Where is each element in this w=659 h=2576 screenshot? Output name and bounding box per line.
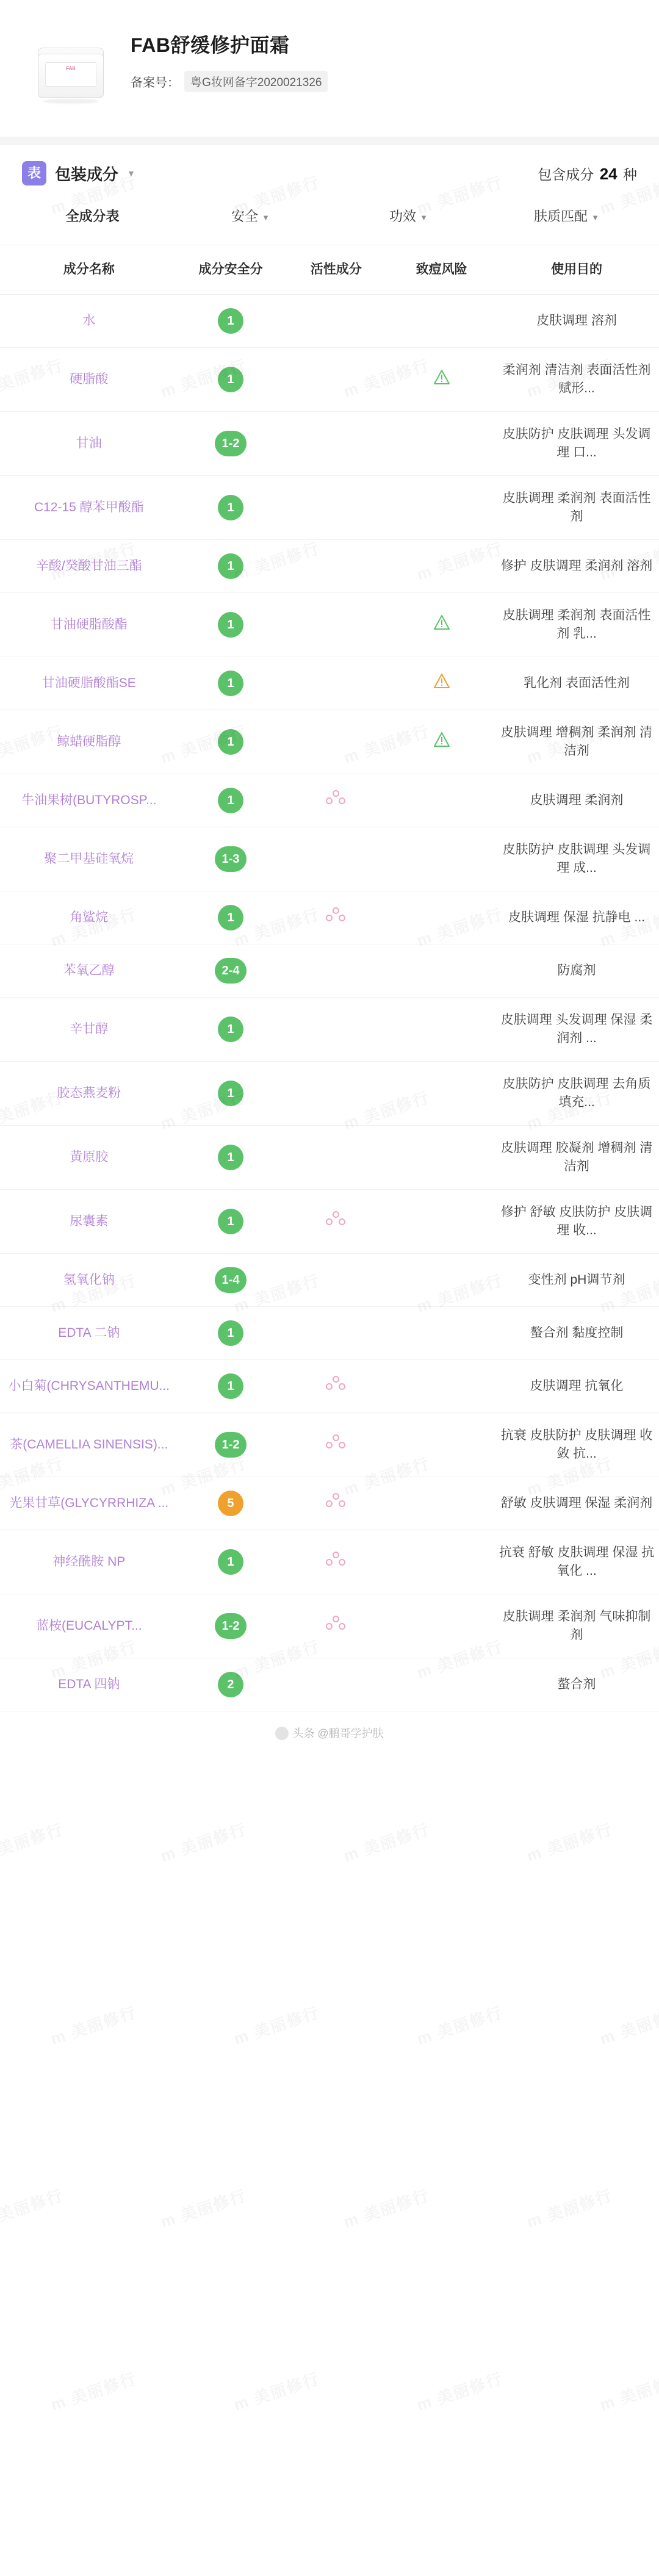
ingredient-safety-score-cell xyxy=(178,1477,284,1530)
ingredient-name[interactable]: 尿囊素 xyxy=(0,1190,178,1254)
acne-risk-cell xyxy=(389,1477,494,1530)
active-ingredient-cell xyxy=(283,1307,389,1360)
ingredient-safety-score-cell xyxy=(178,1530,284,1594)
filter-safety[interactable] xyxy=(171,200,330,231)
ingredient-safety-score-cell xyxy=(178,593,284,657)
table-row[interactable] xyxy=(0,1360,659,1413)
active-ingredient-cell xyxy=(283,593,389,657)
ingredient-safety-score-cell xyxy=(178,1307,284,1360)
table-icon: 表 xyxy=(22,161,46,185)
watermark-text xyxy=(157,2183,250,2232)
ingredient-name[interactable]: 胶态燕麦粉 xyxy=(0,1062,178,1126)
table-header-row xyxy=(0,245,659,295)
watermark-text xyxy=(0,1817,66,1866)
record-label: 备案号： xyxy=(131,76,179,90)
acne-risk-cell xyxy=(389,1126,494,1190)
ingredient-name[interactable]: 蓝桉(EUCALYPT... xyxy=(0,1594,178,1658)
chevron-down-icon-efficacy: ▼ xyxy=(420,212,428,222)
ingredient-purpose: 皮肤调理 保湿 抗静电 ... xyxy=(494,891,659,944)
active-ingredient-cell xyxy=(283,1530,389,1594)
ingredient-name[interactable]: 角鲨烷 xyxy=(0,891,178,944)
filter-skin-match[interactable] xyxy=(488,200,646,231)
ingredient-purpose: 螯合剂 xyxy=(494,1658,659,1711)
acne-risk-cell xyxy=(389,540,494,593)
section-title: 包装成分 xyxy=(55,165,119,184)
watermark-text xyxy=(414,2000,506,2049)
watermark-text xyxy=(48,2366,140,2415)
safety-score-badge: 1-2 xyxy=(215,1613,247,1639)
active-ingredient-cell xyxy=(283,944,389,998)
ingredient-name[interactable]: 聚二甲基硅氧烷 xyxy=(0,827,178,891)
active-ingredient-cell xyxy=(283,657,389,710)
active-ingredient-cell xyxy=(283,1594,389,1658)
ingredient-name[interactable]: 甘油硬脂酸酯 xyxy=(0,593,178,657)
acne-risk-cell xyxy=(389,1413,494,1477)
section-divider xyxy=(0,137,659,145)
ingredient-count xyxy=(538,164,637,184)
safety-score-badge: 1-2 xyxy=(215,431,247,456)
acne-risk-cell xyxy=(389,998,494,1062)
ingredient-safety-score-cell xyxy=(178,295,284,348)
active-ingredient-cell xyxy=(283,412,389,476)
ingredient-name[interactable]: 辛甘醇 xyxy=(0,998,178,1062)
table-row[interactable] xyxy=(0,1594,659,1658)
acne-risk-cell xyxy=(389,593,494,657)
safety-score-badge: 1 xyxy=(218,308,243,334)
molecule-icon xyxy=(326,1552,347,1567)
ingredient-purpose: 皮肤调理 增稠剂 柔润剂 清洁剂 xyxy=(494,710,659,774)
filter-efficacy-label: 功效 xyxy=(389,209,417,224)
watermark-text xyxy=(231,2366,323,2415)
record-number-row xyxy=(131,71,328,92)
table-row[interactable] xyxy=(0,827,659,891)
table-row[interactable] xyxy=(0,1062,659,1126)
active-ingredient-cell xyxy=(283,1477,389,1530)
ingredient-safety-score-cell xyxy=(178,657,284,710)
table-row[interactable] xyxy=(0,476,659,540)
filter-row xyxy=(0,200,659,245)
filter-all-ingredients-label: 全成分表 xyxy=(65,209,120,224)
active-ingredient-cell xyxy=(283,348,389,412)
table-row[interactable] xyxy=(0,657,659,710)
safety-score-badge: 1 xyxy=(218,729,243,755)
acne-risk-cell xyxy=(389,1307,494,1360)
acne-risk-cell xyxy=(389,476,494,540)
safety-score-badge: 2 xyxy=(218,1672,243,1697)
ingredient-safety-score-cell xyxy=(178,1658,284,1711)
acne-risk-cell xyxy=(389,1360,494,1413)
safety-score-badge: 1 xyxy=(218,1081,243,1106)
active-ingredient-cell xyxy=(283,1360,389,1413)
safety-score-badge: 1 xyxy=(218,905,243,930)
ingredient-safety-score-cell xyxy=(178,1126,284,1190)
column-header-name: 成分名称 xyxy=(0,245,178,295)
molecule-icon xyxy=(326,1616,347,1632)
ingredient-purpose: 皮肤调理 抗氧化 xyxy=(494,1360,659,1413)
product-image xyxy=(24,24,116,116)
jar-shadow xyxy=(43,99,99,104)
molecule-icon xyxy=(326,1434,347,1450)
table-row[interactable] xyxy=(0,998,659,1062)
molecule-icon xyxy=(326,790,347,806)
filter-all-ingredients[interactable] xyxy=(13,200,171,231)
record-badge: 粤G妆网备字2020021326 xyxy=(184,71,328,92)
active-ingredient-cell xyxy=(283,476,389,540)
watermark-text xyxy=(157,1817,250,1866)
section-title-group[interactable] xyxy=(22,161,135,185)
safety-score-badge: 1 xyxy=(218,553,243,579)
ingredient-name[interactable]: EDTA 二钠 xyxy=(0,1307,178,1360)
safety-score-badge: 1 xyxy=(218,1549,243,1575)
table-row[interactable] xyxy=(0,1658,659,1711)
ingredient-safety-score-cell xyxy=(178,944,284,998)
acne-risk-cell xyxy=(389,348,494,412)
table-row[interactable] xyxy=(0,891,659,944)
table-row[interactable] xyxy=(0,774,659,827)
active-ingredient-cell xyxy=(283,1413,389,1477)
filter-efficacy[interactable] xyxy=(330,200,488,231)
molecule-icon xyxy=(326,1376,347,1392)
ingredient-purpose: 变性剂 pH调节剂 xyxy=(494,1254,659,1307)
column-header-active: 活性成分 xyxy=(283,245,389,295)
ingredient-purpose: 皮肤调理 柔润剂 表面活性剂 xyxy=(494,476,659,540)
active-ingredient-cell xyxy=(283,827,389,891)
safety-score-badge: 1 xyxy=(218,788,243,813)
acne-risk-cell xyxy=(389,1254,494,1307)
ingredient-purpose: 皮肤调理 柔润剂 表面活性剂 乳... xyxy=(494,593,659,657)
ingredient-safety-score-cell xyxy=(178,476,284,540)
ingredient-purpose: 螯合剂 黏度控制 xyxy=(494,1307,659,1360)
ingredient-purpose: 防腐剂 xyxy=(494,944,659,998)
safety-score-badge: 1-2 xyxy=(215,1432,247,1458)
ingredient-safety-score-cell xyxy=(178,774,284,827)
acne-risk-cell xyxy=(389,295,494,348)
ingredient-purpose: 皮肤调理 胶凝剂 增稠剂 清洁剂 xyxy=(494,1126,659,1190)
table-row[interactable] xyxy=(0,1413,659,1477)
chevron-down-icon-skin: ▼ xyxy=(591,212,599,222)
count-prefix: 包含成分 xyxy=(538,166,594,182)
acne-risk-cell xyxy=(389,774,494,827)
ingredient-name[interactable]: 茶(CAMELLIA SINENSIS)... xyxy=(0,1413,178,1477)
watermark-text xyxy=(340,2183,433,2232)
ingredients-table xyxy=(0,245,659,1711)
safety-score-badge: 1 xyxy=(218,1373,243,1399)
page-title: FAB舒缓修护面霜 xyxy=(131,34,290,56)
footer-text: 头条 @鹏哥学护肤 xyxy=(292,1727,384,1740)
safety-score-badge: 1-4 xyxy=(215,1267,247,1293)
molecule-icon xyxy=(326,1493,347,1509)
acne-risk-cell xyxy=(389,891,494,944)
ingredient-purpose: 皮肤调理 柔润剂 气味抑制剂 xyxy=(494,1594,659,1658)
safety-score-badge: 1 xyxy=(218,367,243,392)
product-header-text xyxy=(116,24,328,92)
ingredient-safety-score-cell xyxy=(178,1062,284,1126)
watermark-text xyxy=(597,2366,659,2415)
table-row[interactable] xyxy=(0,1307,659,1360)
table-row[interactable] xyxy=(0,1254,659,1307)
ingredient-purpose: 皮肤调理 头发调理 保湿 柔润剂 ... xyxy=(494,998,659,1062)
table-row[interactable] xyxy=(0,1477,659,1530)
active-ingredient-cell xyxy=(283,1126,389,1190)
molecule-icon xyxy=(326,907,347,923)
table-row[interactable] xyxy=(0,944,659,998)
watermark-text xyxy=(597,2000,659,2049)
table-row[interactable] xyxy=(0,1530,659,1594)
active-ingredient-cell xyxy=(283,998,389,1062)
filter-skin-match-label: 肤质匹配 xyxy=(534,209,588,224)
ingredients-section-bar xyxy=(0,145,659,200)
ingredient-name[interactable]: 黄原胶 xyxy=(0,1126,178,1190)
active-ingredient-cell xyxy=(283,1254,389,1307)
safety-score-badge: 1 xyxy=(218,1016,243,1042)
ingredient-name[interactable]: 甘油硬脂酸酯SE xyxy=(0,657,178,710)
safety-score-badge: 1 xyxy=(218,495,243,520)
warning-triangle-icon xyxy=(433,369,450,385)
table-row[interactable] xyxy=(0,295,659,348)
product-header xyxy=(0,0,659,137)
watermark-text xyxy=(0,2183,66,2232)
ingredient-name[interactable]: 辛酸/癸酸甘油三酯 xyxy=(0,540,178,593)
active-ingredient-cell xyxy=(283,710,389,774)
ingredient-purpose: 柔润剂 清洁剂 表面活性剂 赋形... xyxy=(494,348,659,412)
ingredient-purpose: 皮肤防护 皮肤调理 头发调理 口... xyxy=(494,412,659,476)
active-ingredient-cell xyxy=(283,774,389,827)
ingredient-name[interactable]: 牛油果树(BUTYROSP... xyxy=(0,774,178,827)
table-row[interactable] xyxy=(0,540,659,593)
ingredient-name[interactable]: 甘油 xyxy=(0,412,178,476)
ingredient-name[interactable]: 苯氧乙醇 xyxy=(0,944,178,998)
ingredient-purpose: 抗衰 皮肤防护 皮肤调理 收敛 抗... xyxy=(494,1413,659,1477)
warning-triangle-icon xyxy=(433,732,450,747)
chevron-down-icon[interactable]: ▼ xyxy=(127,168,135,178)
watermark-text xyxy=(524,1817,616,1866)
ingredient-safety-score-cell xyxy=(178,412,284,476)
ingredient-purpose: 修护 皮肤调理 柔润剂 溶剂 xyxy=(494,540,659,593)
warning-triangle-icon xyxy=(433,614,450,630)
acne-risk-cell xyxy=(389,412,494,476)
ingredient-safety-score-cell xyxy=(178,710,284,774)
table-row[interactable] xyxy=(0,412,659,476)
safety-score-badge: 1 xyxy=(218,671,243,696)
watermark-text xyxy=(231,2000,323,2049)
ingredient-name[interactable]: 硬脂酸 xyxy=(0,348,178,412)
safety-score-badge: 1 xyxy=(218,1320,243,1346)
acne-risk-cell xyxy=(389,710,494,774)
ingredient-purpose: 皮肤防护 皮肤调理 去角质 填充... xyxy=(494,1062,659,1126)
acne-risk-cell xyxy=(389,657,494,710)
table-row[interactable] xyxy=(0,710,659,774)
ingredient-name[interactable]: 鲸蜡硬脂醇 xyxy=(0,710,178,774)
acne-risk-cell xyxy=(389,1530,494,1594)
safety-score-badge: 1 xyxy=(218,612,243,638)
safety-score-badge: 1 xyxy=(218,1209,243,1234)
active-ingredient-cell xyxy=(283,295,389,348)
column-header-acne: 致痘风险 xyxy=(389,245,494,295)
count-suffix: 种 xyxy=(623,166,637,182)
watermark-text xyxy=(48,2000,140,2049)
ingredient-purpose: 修护 舒敏 皮肤防护 皮肤调理 收... xyxy=(494,1190,659,1254)
ingredient-safety-score-cell xyxy=(178,891,284,944)
acne-risk-cell xyxy=(389,827,494,891)
column-header-score: 成分安全分 xyxy=(178,245,284,295)
chevron-down-icon-safety: ▼ xyxy=(262,212,270,222)
ingredient-safety-score-cell xyxy=(178,540,284,593)
ingredient-purpose: 皮肤调理 柔润剂 xyxy=(494,774,659,827)
safety-score-badge: 2-4 xyxy=(215,958,247,984)
acne-risk-cell xyxy=(389,944,494,998)
ingredient-name[interactable]: 氢氧化钠 xyxy=(0,1254,178,1307)
ingredient-name[interactable]: 水 xyxy=(0,295,178,348)
ingredient-safety-score-cell xyxy=(178,1254,284,1307)
footer-attribution xyxy=(0,1711,659,1757)
safety-score-badge: 5 xyxy=(218,1491,243,1516)
acne-risk-cell xyxy=(389,1062,494,1126)
ingredient-name[interactable]: 小白菊(CHRYSANTHEMU... xyxy=(0,1360,178,1413)
ingredient-purpose: 抗衰 舒敏 皮肤调理 保湿 抗氧化 ... xyxy=(494,1530,659,1594)
count-value: 24 xyxy=(599,164,618,183)
active-ingredient-cell xyxy=(283,1062,389,1126)
table-row[interactable] xyxy=(0,348,659,412)
ingredient-safety-score-cell xyxy=(178,1190,284,1254)
safety-score-badge: 1 xyxy=(218,1145,243,1170)
table-row[interactable] xyxy=(0,1190,659,1254)
jar-label: FAB xyxy=(45,62,96,87)
ingredient-safety-score-cell xyxy=(178,827,284,891)
table-row[interactable] xyxy=(0,1126,659,1190)
ingredient-purpose: 乳化剂 表面活性剂 xyxy=(494,657,659,710)
table-body xyxy=(0,295,659,1711)
safety-score-badge: 1-3 xyxy=(215,846,247,872)
active-ingredient-cell xyxy=(283,1190,389,1254)
active-ingredient-cell xyxy=(283,540,389,593)
acne-risk-cell xyxy=(389,1190,494,1254)
ingredient-purpose: 皮肤防护 皮肤调理 头发调理 成... xyxy=(494,827,659,891)
ingredient-name[interactable]: C12-15 醇苯甲酸酯 xyxy=(0,476,178,540)
ingredient-purpose: 皮肤调理 溶剂 xyxy=(494,295,659,348)
filter-safety-label: 安全 xyxy=(231,209,259,224)
footer-logo-icon xyxy=(275,1727,289,1740)
ingredient-safety-score-cell xyxy=(178,1360,284,1413)
ingredient-safety-score-cell xyxy=(178,348,284,412)
warning-triangle-icon xyxy=(433,673,450,689)
ingredient-name[interactable]: 光果甘草(GLYCYRRHIZA ... xyxy=(0,1477,178,1530)
ingredient-safety-score-cell xyxy=(178,1594,284,1658)
table-row[interactable] xyxy=(0,593,659,657)
acne-risk-cell xyxy=(389,1658,494,1711)
active-ingredient-cell xyxy=(283,891,389,944)
watermark-text xyxy=(340,1817,433,1866)
ingredient-name[interactable]: 神经酰胺 NP xyxy=(0,1530,178,1594)
ingredient-name[interactable]: EDTA 四钠 xyxy=(0,1658,178,1711)
active-ingredient-cell xyxy=(283,1658,389,1711)
ingredient-safety-score-cell xyxy=(178,998,284,1062)
acne-risk-cell xyxy=(389,1594,494,1658)
column-header-use: 使用目的 xyxy=(494,245,659,295)
ingredient-purpose: 舒敏 皮肤调理 保湿 柔润剂 xyxy=(494,1477,659,1530)
watermark-text xyxy=(414,2366,506,2415)
watermark-text xyxy=(524,2183,616,2232)
molecule-icon xyxy=(326,1211,347,1227)
ingredient-safety-score-cell xyxy=(178,1413,284,1477)
